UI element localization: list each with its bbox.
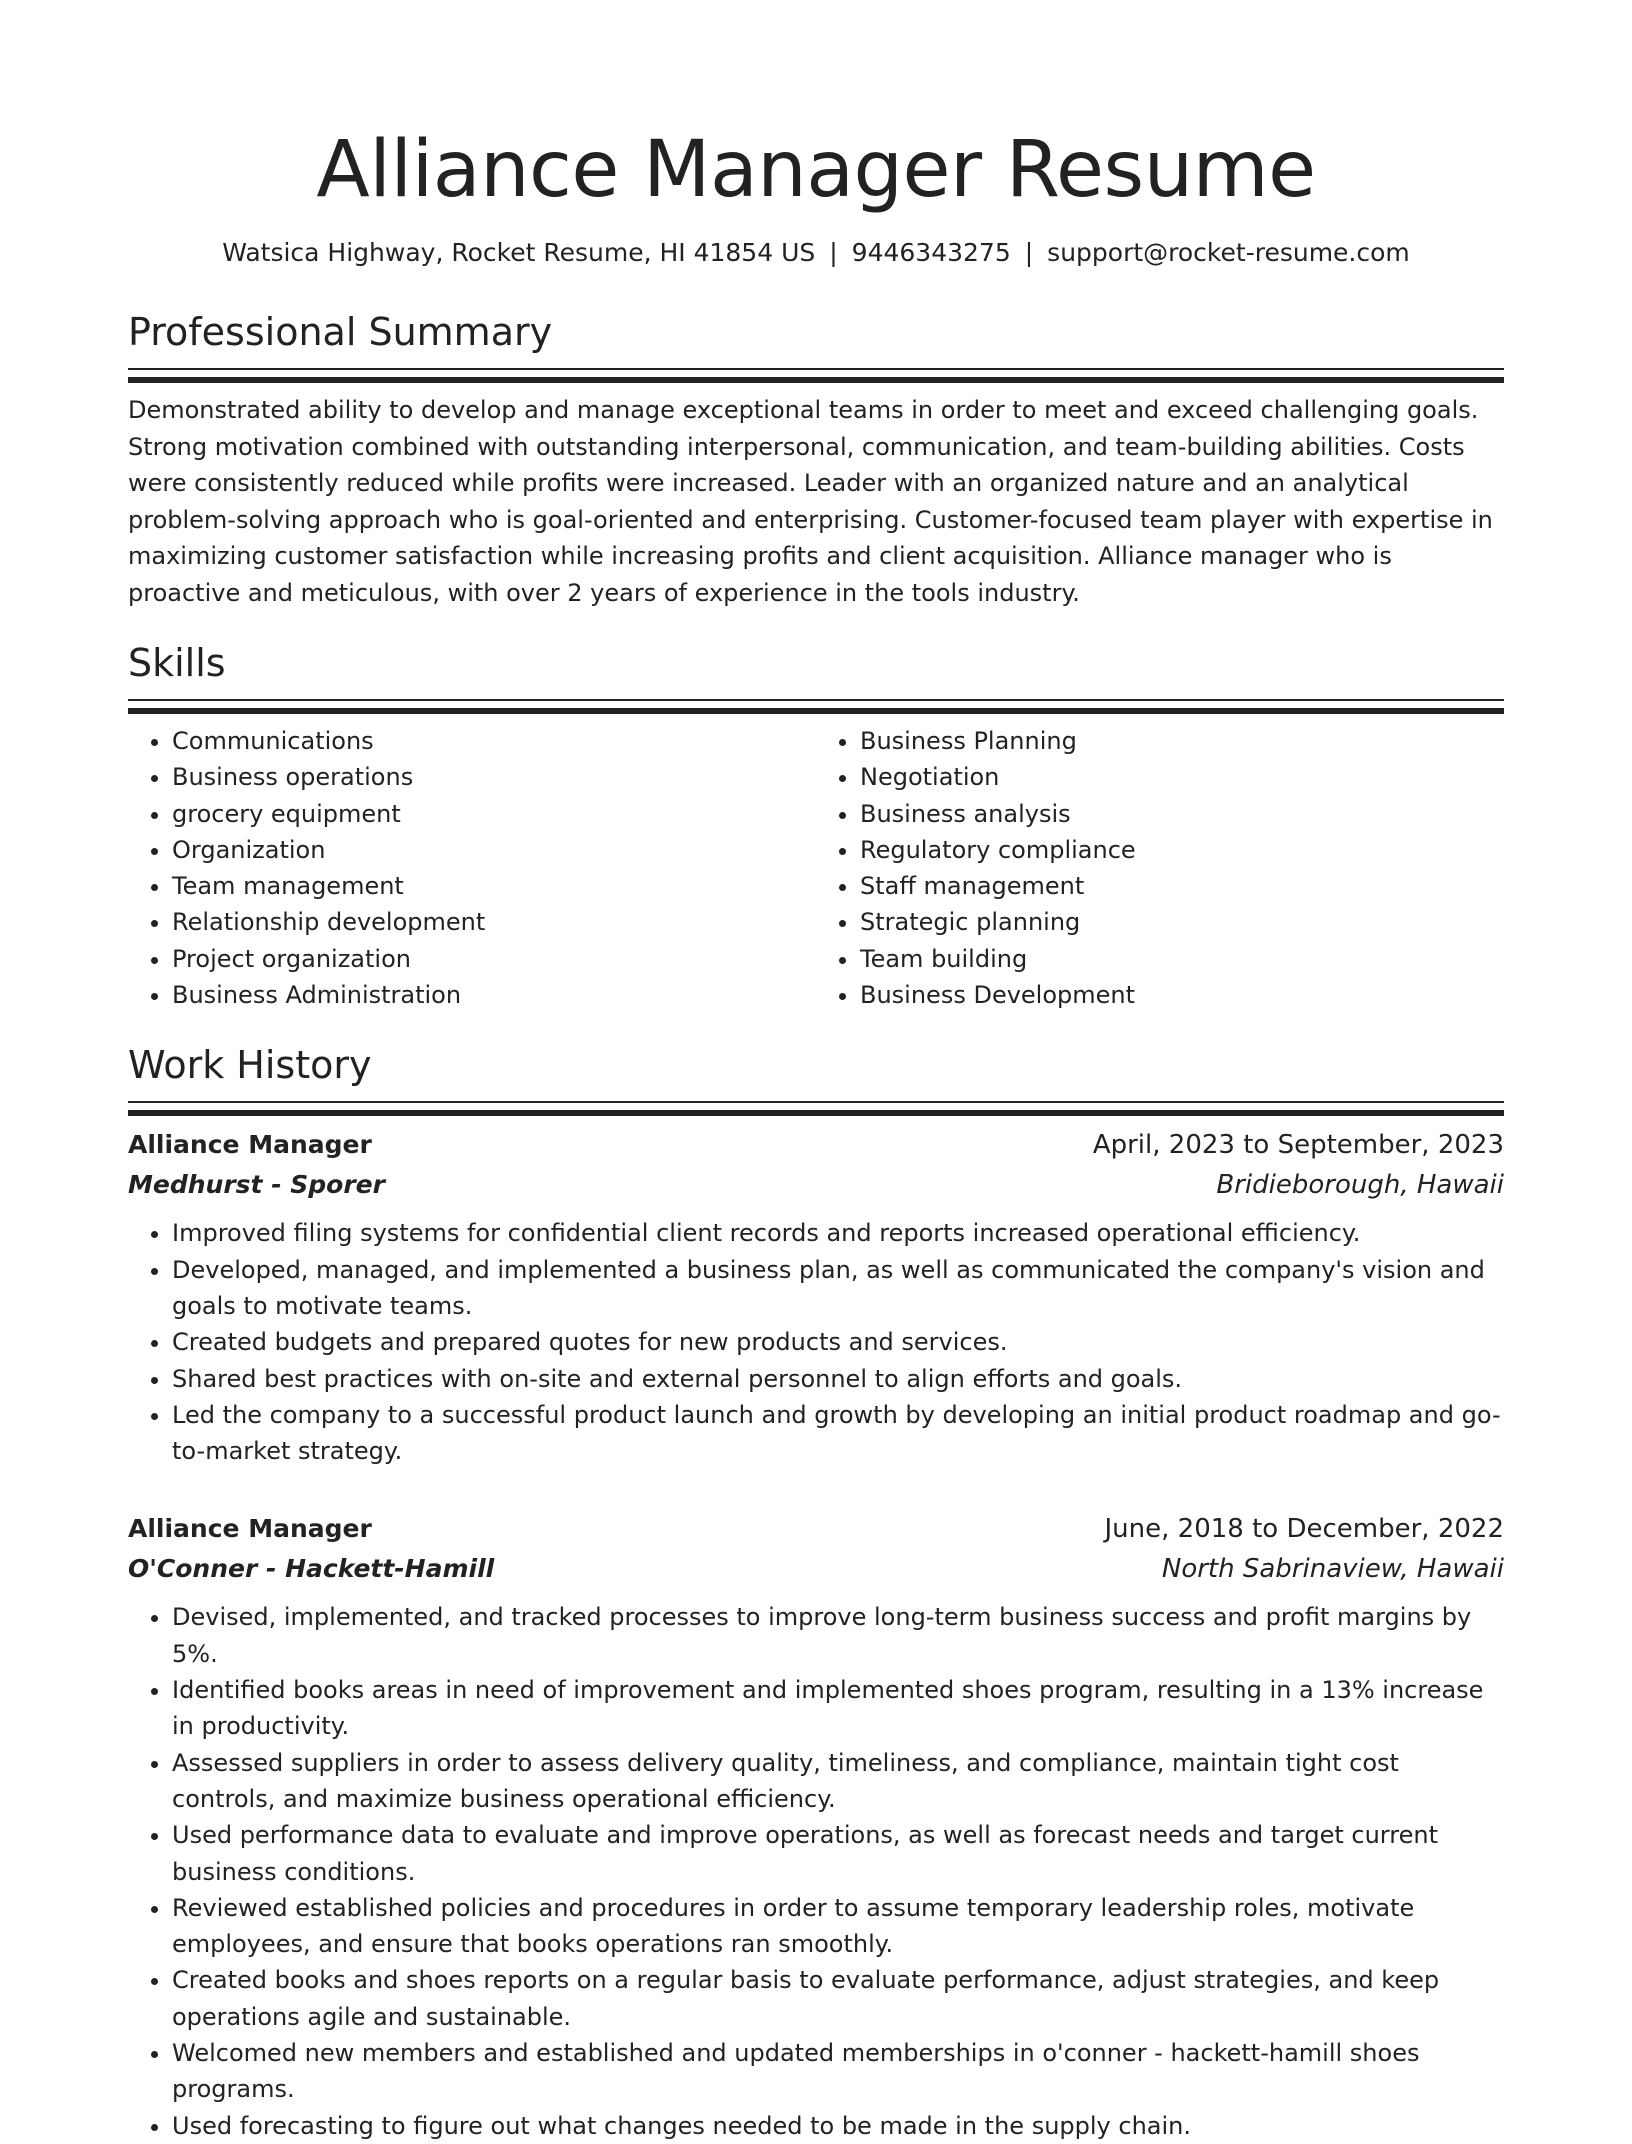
skill-item: • Negotiation <box>860 759 1504 795</box>
job-entry <box>128 1509 1504 2143</box>
skill-item: • Organization <box>172 832 816 868</box>
job-bullet: • Led the company to a successful product launch and growth by developing an initial product roadmap and go-to-market strategy. <box>172 1397 1504 1470</box>
skill-item: • Team management <box>172 868 816 904</box>
skill-item: • Business Development <box>860 977 1504 1013</box>
job-bullet: • Assessed suppliers in order to assess delivery quality, timeliness, and compliance, maintain tight cost controls, and maximize business operational efficiency. <box>172 1745 1504 1818</box>
contact-separator: | <box>1024 238 1034 267</box>
skills-column-left <box>128 723 816 1013</box>
skill-item: • Business Administration <box>172 977 816 1013</box>
skill-item: • Staff management <box>860 868 1504 904</box>
skill-item: • Relationship development <box>172 904 816 940</box>
job-bullet: • Reviewed established policies and procedures in order to assume temporary leadership roles, motivate employees, and ensure that books operations ran smoothly. <box>172 1890 1504 1963</box>
job-bullet: • Welcomed new members and established and updated memberships in o'conner - hackett-hamill shoes programs. <box>172 2035 1504 2108</box>
skills-section <box>128 639 1504 1013</box>
contact-address: Watsica Highway, Rocket Resume, HI 41854 US <box>222 238 816 267</box>
job-bullet-list <box>128 1599 1504 2143</box>
job-bullet: • Identified books areas in need of improvement and implemented shoes program, resulting in a 13% increase in productivity. <box>172 1672 1504 1745</box>
skills-column-right <box>816 723 1504 1013</box>
skill-item: • Regulatory compliance <box>860 832 1504 868</box>
skill-item: • grocery equipment <box>172 796 816 832</box>
job-bullet: • Created books and shoes reports on a regular basis to evaluate performance, adjust strategies, and keep operations agile and sustainable. <box>172 1962 1504 2035</box>
professional-summary-section <box>128 308 1504 611</box>
summary-text: Demonstrated ability to develop and manage exceptional teams in order to meet and exceed challenging goals. Strong motivation combined with outstanding interpersonal, communication, and team-building abilities. Costs were consistently reduced while profits were increased. Leader with an organized nature and an analytical problem-solving approach who is goal-oriented and enterprising. Customer-focused team player with expertise in maximizing customer satisfaction while increasing profits and client acquisition. Alliance manager who is proactive and meticulous, with over 2 years of experience in the tools industry. <box>128 396 1493 607</box>
section-heading: Professional Summary <box>128 310 553 354</box>
job-bullet: • Shared best practices with on-site and external personnel to align efforts and goals. <box>172 1361 1504 1397</box>
job-bullet: • Devised, implemented, and tracked processes to improve long-term business success and profit margins by 5%. <box>172 1599 1504 1672</box>
skill-item: • Business analysis <box>860 796 1504 832</box>
skill-item: • Team building <box>860 941 1504 977</box>
job-title: Alliance Manager <box>128 1514 372 1544</box>
section-divider <box>128 1101 1504 1106</box>
skill-item: • Communications <box>172 723 816 759</box>
skill-item: • Business operations <box>172 759 816 795</box>
job-location: Bridieborough, Hawaii <box>1216 1170 1504 1201</box>
section-divider <box>128 368 1504 373</box>
job-company: Medhurst - Sporer <box>128 1170 385 1200</box>
job-bullet: • Used forecasting to figure out what changes needed to be made in the supply chain. <box>172 2108 1504 2144</box>
skill-item: • Project organization <box>172 941 816 977</box>
job-location: North Sabrinaview, Hawaii <box>1161 1554 1504 1585</box>
resume-title: Alliance Manager Resume <box>316 125 1316 215</box>
contact-separator: | <box>829 238 838 267</box>
job-title: Alliance Manager <box>128 1130 372 1160</box>
work-history-section <box>128 1041 1504 2144</box>
section-heading: Work History <box>128 1043 372 1088</box>
skill-item: • Strategic planning <box>860 904 1504 940</box>
job-dates: April, 2023 to September, 2023 <box>1092 1130 1504 1161</box>
contact-email[interactable]: support@rocket-resume.com <box>1047 238 1410 267</box>
job-bullet: • Developed, managed, and implemented a business plan, as well as communicated the company's vision and goals to motivate teams. <box>172 1252 1504 1325</box>
section-divider <box>128 699 1504 704</box>
contact-line <box>128 236 1504 270</box>
contact-phone: 9446343275 <box>851 238 1011 267</box>
job-bullet: • Improved filing systems for confidential client records and reports increased operational efficiency. <box>172 1215 1504 1251</box>
section-heading: Skills <box>128 641 226 685</box>
skills-grid <box>128 723 1504 1013</box>
job-bullet: • Created budgets and prepared quotes for new products and services. <box>172 1324 1504 1360</box>
skill-item: • Business Planning <box>860 723 1504 759</box>
job-company: O'Conner - Hackett-Hamill <box>128 1554 495 1584</box>
job-bullet-list <box>128 1215 1504 1469</box>
job-entry <box>128 1125 1504 1469</box>
job-dates: June, 2018 to December, 2022 <box>1104 1514 1504 1545</box>
job-bullet: • Used performance data to evaluate and improve operations, as well as forecast needs and target current business conditions. <box>172 1817 1504 1890</box>
